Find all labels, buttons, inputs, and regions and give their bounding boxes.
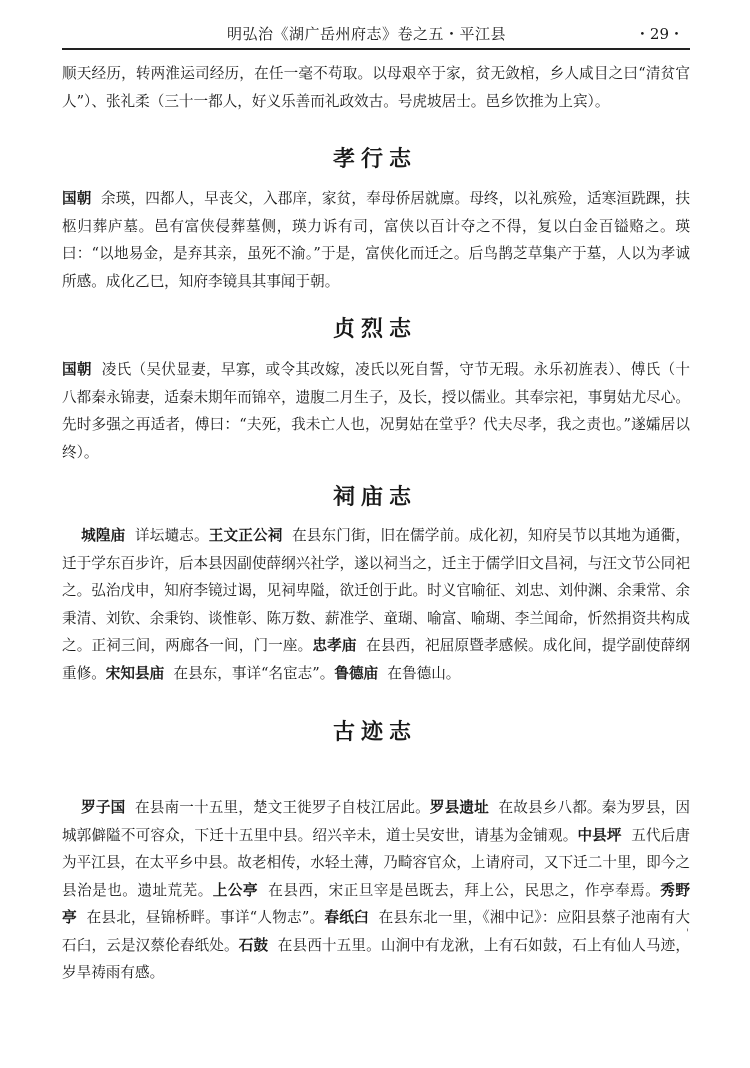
cimiao-term-5: 鲁德庙 bbox=[334, 664, 379, 682]
zhenlie-text: 凌氏（吴伏显妻，早寡，或令其改嫁，凌氏以死自誓，守节无瑕。永乐初旌表）、傅氏（十八都秦永锦妻，适秦未期年而锦卒，遗腹二月生子，及长，授以儒业。其奉宗祀，事舅姑尤尽心。先时多强之再适者，傅曰：“夫死，我未亡人也，况舅姑在堂乎？代夫尽孝，我之责也。”遂孀居以终）。 bbox=[62, 361, 690, 461]
zhenlie-lead: 国朝 bbox=[62, 361, 92, 378]
heading-zhenlie: 贞烈志 bbox=[332, 317, 417, 342]
cimiao-term-4: 宋知县庙 bbox=[105, 664, 165, 682]
guji-desc-5: 在县北，昼锦桥畔。事详“人物志”。 bbox=[86, 909, 325, 926]
intro-paragraph bbox=[62, 60, 690, 115]
cimiao-desc-4: 在县东，事详“名宦志”。 bbox=[173, 664, 335, 682]
guji-desc-6: 在县东北一里，《湘中记》：应阳县蔡子池南有大石臼，云是汉蔡伦舂纸处。 bbox=[62, 909, 690, 954]
cimiao-term-1: 城隍庙 bbox=[81, 527, 126, 544]
running-header bbox=[62, 18, 690, 50]
cimiao-desc-3: 在县西，祀屈原暨孝感候。成化间，提学副使薛纲重修。 bbox=[62, 637, 690, 682]
guji-term-1: 罗子国 bbox=[81, 799, 126, 816]
cimiao-desc-5: 在鲁德山。 bbox=[387, 664, 461, 682]
guji-desc-7: 在县西十五里。山涧中有龙湫，上有石如鼓，石上有仙人马迹，岁旱祷雨有感。 bbox=[62, 936, 690, 981]
heading-guji: 古迹志 bbox=[332, 720, 417, 745]
zhenlie-paragraph bbox=[62, 356, 690, 466]
guji-desc-4: 在县西，宋正旦宰是邑既去，拜上公，民思之，作亭奉焉。 bbox=[268, 881, 661, 899]
guji-desc-2: 在故县乡八都。秦为罗县，因城郭僻隘不可容众，下迁十五里中县。绍兴辛未，道士吴安世，请基为金铺观。 bbox=[62, 799, 690, 844]
guji-term-6: 春纸臼 bbox=[324, 909, 369, 926]
heading-cimiao: 祠庙志 bbox=[332, 485, 417, 510]
guji-term-5: 秀野亭 bbox=[62, 881, 690, 926]
cimiao-desc-1: 详坛壝志。 bbox=[135, 527, 209, 544]
intro-text: 顺天经历，转两淮运司经历，在任一毫不苟取。以母艰卒于家，贫无敛棺，乡人咸目之曰“清贫官人”）、张礼柔（三十一都人，好义乐善而礼政效古。号虎坡居士。邑乡饮推为上宾）。 bbox=[62, 65, 690, 110]
cimiao-desc-2: 在县东门街，旧在儒学前。成化初，知府吴节以其地为通衢，迁于学东百步许，后本县因副使薛纲兴社学，遂以祠当之，迁主于儒学旧文昌祠，与汪文节公同祀之。弘治戊申，知府李镜过谒，见祠卑隘，欲迁创于此。时义官喻征、刘忠、刘仲渊、余秉常、余秉清、刘钦、余秉钧、谈惟彰、陈万数、薪准学、童瑚、喻富、喻瑚、李兰闻命，忻然捐资共构成之。正祠三间，两廊各一间，门一座。 bbox=[62, 527, 691, 654]
cimiao-term-3: 忠孝庙 bbox=[312, 637, 357, 654]
header-title: 明弘治《湖广岳州府志》卷之五・平江县 bbox=[227, 25, 507, 43]
guji-desc-1: 在县南一十五里，楚文王徙罗子自枝江居此。 bbox=[135, 799, 430, 816]
guji-paragraph bbox=[62, 794, 690, 987]
page-number: ・29・ bbox=[634, 25, 684, 43]
cimiao-paragraph bbox=[62, 522, 690, 687]
guji-term-7: 石鼓 bbox=[238, 936, 269, 954]
cimiao-term-2: 王文正公祠 bbox=[208, 527, 283, 544]
scan-speck: ' bbox=[686, 928, 689, 939]
guji-term-2: 罗县遗址 bbox=[429, 799, 489, 816]
xiaoxing-text: 余瑛，四都人，早丧父，入郡庠，家贫，奉母侨居就廪。母终，以礼殡殓，适寒洹跣踝，扶柩归葬庐墓。邑有富侠侵葬墓侧，瑛力诉有司，富侠以百计夺之不得，复以白金百镒赂之。瑛曰：“以地易金，是弃其亲，虽死不渝。”于是，富侠化而迁之。后鸟鹊芝草集产于墓，人以为孝诚所感。成化乙巳，知府李镜具其事闻于朝。 bbox=[62, 190, 690, 290]
guji-term-3: 中县坪 bbox=[577, 826, 622, 844]
guji-term-4: 上公亭 bbox=[212, 881, 259, 899]
xiaoxing-lead: 国朝 bbox=[62, 190, 92, 207]
guji-desc-3: 五代后唐为平江县，在太平乡中县。故老相传，水轻土薄，乃畸容官众，上请府司，又下迁二十里，即今之县治是也。遗址荒芜。 bbox=[62, 826, 690, 899]
heading-xiaoxing: 孝行志 bbox=[332, 147, 417, 172]
xiaoxing-paragraph bbox=[62, 185, 690, 295]
